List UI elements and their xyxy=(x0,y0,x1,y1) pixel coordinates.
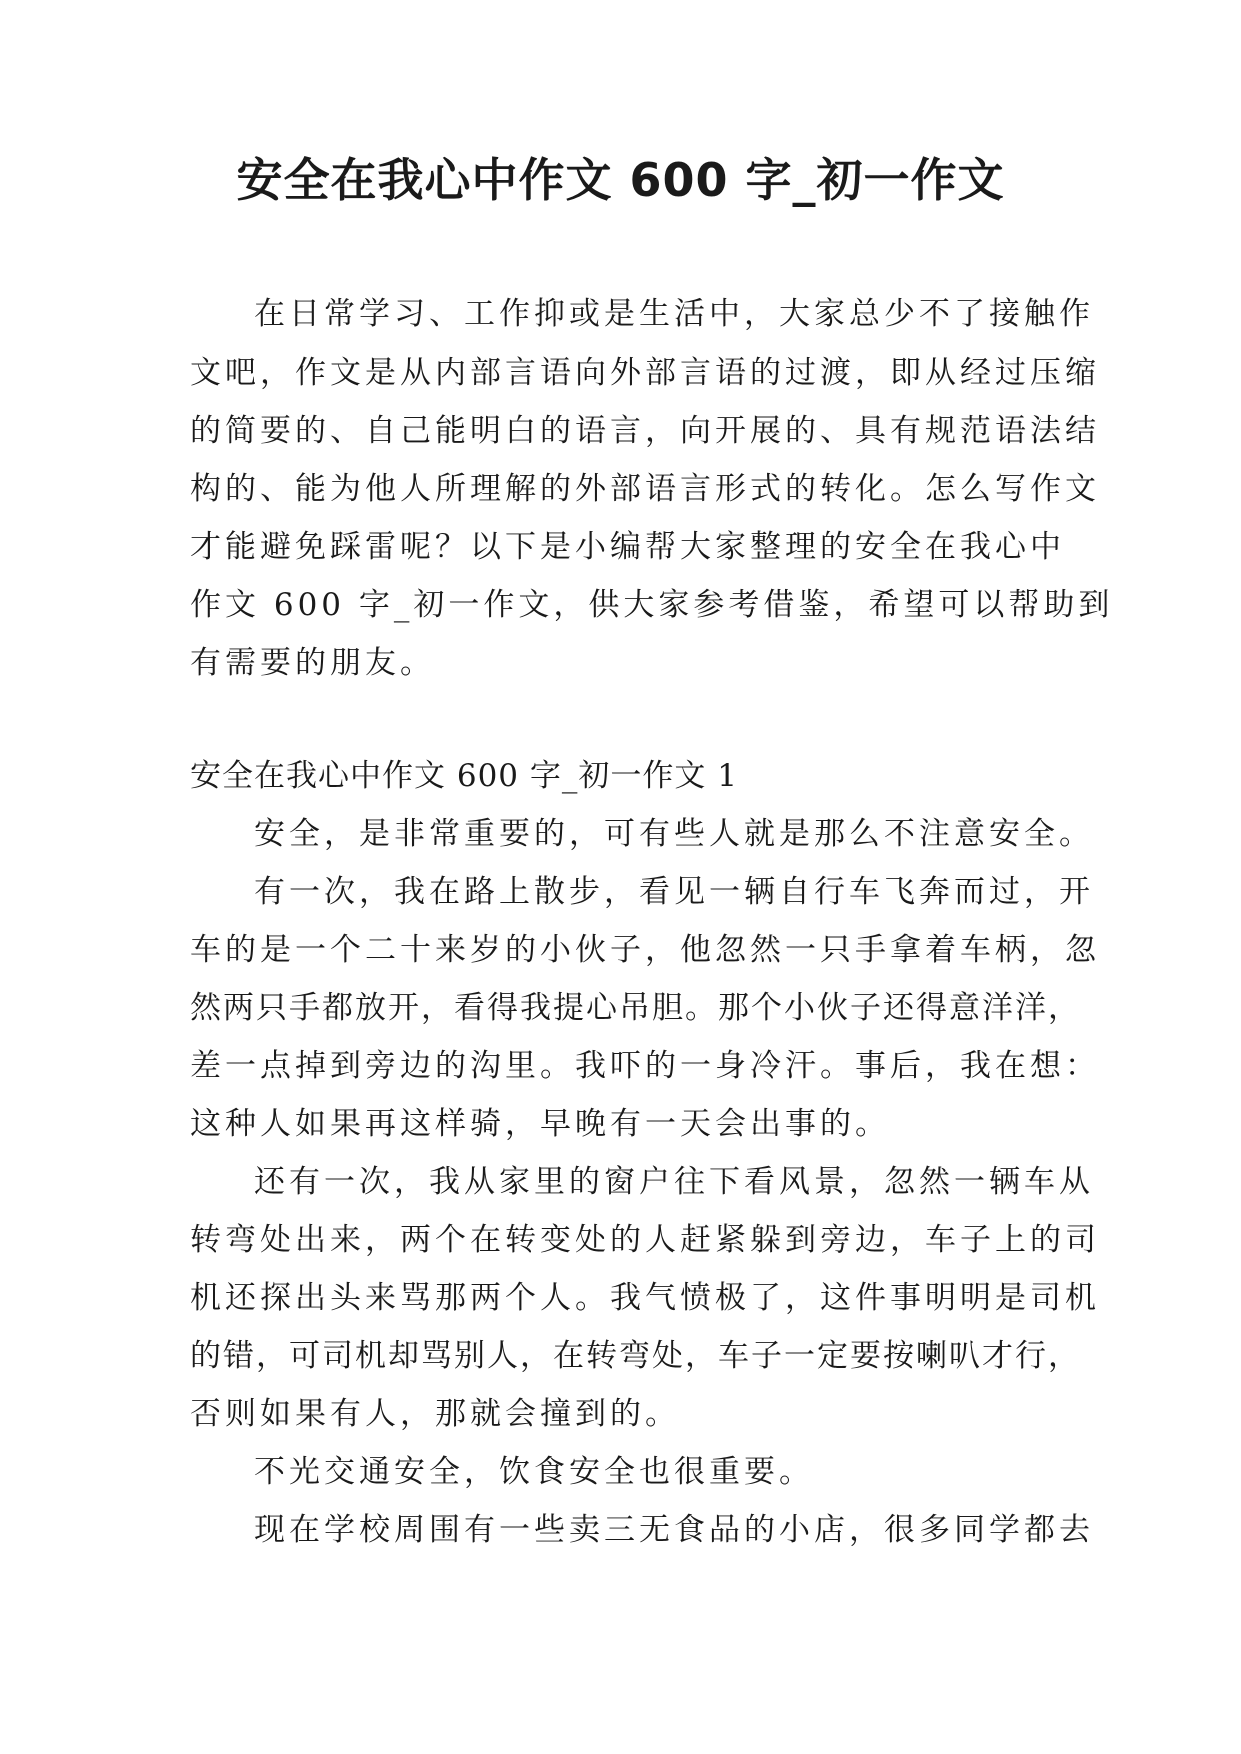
body-line: 有一次，我在路上散步，看见一辆自行车飞奔而过，开 xyxy=(254,874,1094,910)
body-line: 的错，可司机却骂别人，在转弯处，车子一定要按喇叭才行， xyxy=(190,1338,1081,1374)
intro-line: 的简要的、自己能明白的语言，向开展的、具有规范语法结 xyxy=(190,413,1100,449)
intro-line: 作文 600 字_初一作文，供大家参考借鉴，希望可以帮助到 xyxy=(190,587,1114,623)
intro-line: 有需要的朋友。 xyxy=(190,645,435,681)
body-line: 这种人如果再这样骑，早晚有一天会出事的。 xyxy=(190,1106,890,1142)
body-line: 差一点掉到旁边的沟里。我吓的一身冷汗。事后，我在想： xyxy=(190,1048,1100,1084)
intro-line: 才能避免踩雷呢？以下是小编帮大家整理的安全在我心中 xyxy=(190,529,1065,565)
body-line: 安全，是非常重要的，可有些人就是那么不注意安全。 xyxy=(254,816,1094,852)
document-title: 安全在我心中作文 600 字_初一作文 xyxy=(236,153,1005,207)
intro-line: 构的、能为他人所理解的外部语言形式的转化。怎么写作文 xyxy=(190,471,1100,507)
body-line: 现在学校周围有一些卖三无食品的小店，很多同学都去 xyxy=(254,1512,1094,1548)
section-heading: 安全在我心中作文 600 字_初一作文 1 xyxy=(190,758,738,794)
body-line: 不光交通安全，饮食安全也很重要。 xyxy=(254,1454,814,1490)
body-line: 然两只手都放开，看得我提心吊胆。那个小伙子还得意洋洋， xyxy=(190,990,1081,1026)
body-line: 还有一次，我从家里的窗户往下看风景，忽然一辆车从 xyxy=(254,1164,1094,1200)
body-line: 否则如果有人，那就会撞到的。 xyxy=(190,1396,680,1432)
intro-line: 在日常学习、工作抑或是生活中，大家总少不了接触作 xyxy=(254,296,1094,332)
body-line: 车的是一个二十来岁的小伙子，他忽然一只手拿着车柄，忽 xyxy=(190,932,1100,968)
body-line: 转弯处出来，两个在转变处的人赶紧躲到旁边，车子上的司 xyxy=(190,1222,1100,1258)
intro-line: 文吧，作文是从内部言语向外部言语的过渡，即从经过压缩 xyxy=(190,355,1100,391)
body-line: 机还探出头来骂那两个人。我气愤极了，这件事明明是司机 xyxy=(190,1280,1100,1316)
